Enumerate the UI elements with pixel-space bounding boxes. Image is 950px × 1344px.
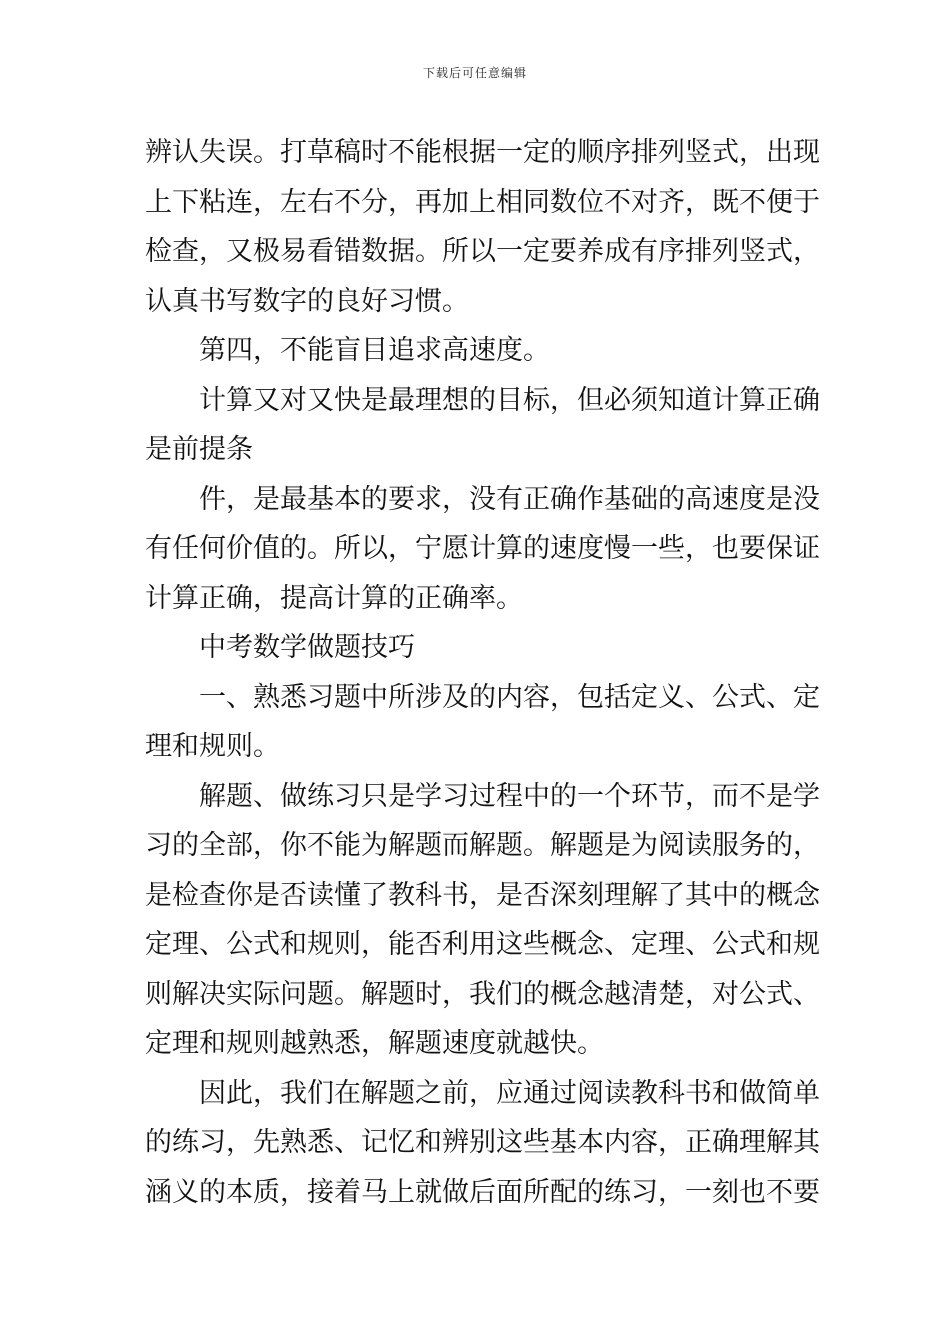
text-line: 定理、公式和规则，能否利用这些概念、定理、公式和规 xyxy=(145,929,820,960)
text-line: 是检查你是否读懂了教科书，是否深刻理解了其中的概念 xyxy=(145,879,820,911)
text-line: 计算又对又快是最理想的目标，但必须知道计算正确 xyxy=(199,384,820,416)
text-line: 上下粘连，左右不分，再加上相同数位不对齐，既不便于 xyxy=(145,186,820,218)
text-line: 是前提条 xyxy=(145,434,253,465)
text-line: 习的全部，你不能为解题而解题。解题是为阅读服务的， xyxy=(145,830,820,861)
text-line: 检查，又极易看错数据。所以一定要养成有序排列竖式， xyxy=(145,236,820,267)
page-header: 下载后可任意编辑 xyxy=(422,66,527,80)
text-line: 有任何价值的。所以，宁愿计算的速度慢一些，也要保证 xyxy=(145,533,820,564)
text-line: 一、熟悉习题中所涉及的内容，包括定义、公式、定 xyxy=(199,681,820,713)
text-line: 则解决实际问题。解题时，我们的概念越清楚，对公式、 xyxy=(145,978,820,1010)
text-line: 定理和规则越熟悉，解题速度就越快。 xyxy=(145,1028,604,1059)
text-line: 理和规则。 xyxy=(145,731,280,762)
text-line: 计算正确，提高计算的正确率。 xyxy=(145,582,523,614)
text-line: 辨认失误。打草稿时不能根据一定的顺序排列竖式，出现 xyxy=(145,137,820,168)
text-line: 件，是最基本的要求，没有正确作基础的高速度是没 xyxy=(199,483,820,515)
section-heading: 第四，不能盲目追求高速度。 xyxy=(199,335,550,366)
section-heading: 中考数学做题技巧 xyxy=(199,632,415,663)
body-text xyxy=(145,128,820,1217)
text-line: 的练习，先熟悉、记忆和辨别这些基本内容，正确理解其 xyxy=(145,1127,820,1158)
text-line: 认真书写数字的良好习惯。 xyxy=(145,285,469,317)
text-line: 解题、做练习只是学习过程中的一个环节，而不是学 xyxy=(199,780,820,812)
text-line: 因此，我们在解题之前，应通过阅读教科书和做简单 xyxy=(199,1077,820,1109)
text-line: 涵义的本质，接着马上就做后面所配的练习，一刻也不要 xyxy=(145,1176,820,1208)
